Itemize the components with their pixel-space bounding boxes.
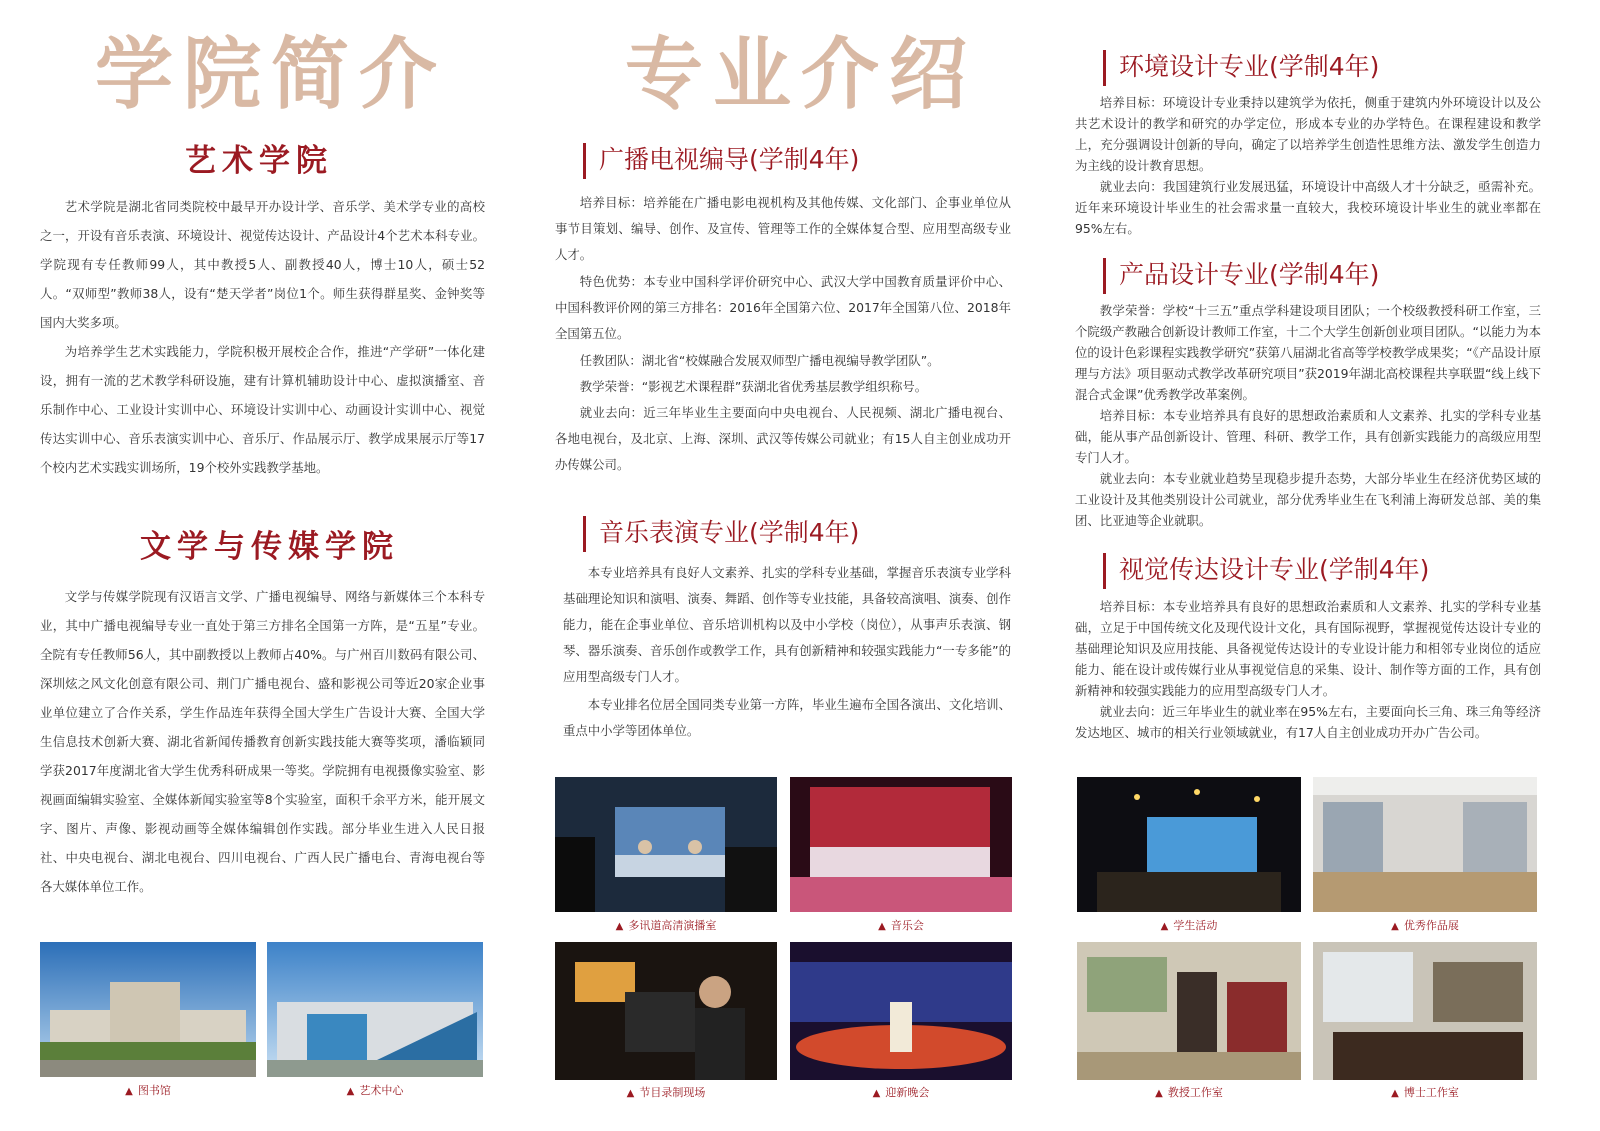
concert-caption: ▲ 音乐会 — [878, 919, 924, 932]
recording-caption: ▲ 节目录制现场 — [626, 1086, 706, 1099]
broadcast-honor-paragraph: 教学荣誉：“影视艺术课程群”获湖北省优秀基层教学组织称号。 — [579, 379, 928, 394]
triangle-icon: ▲ — [1391, 1088, 1399, 1099]
visual-career-paragraph: 就业去向：近三年毕业生的就业率在95%左右，主要面向长三角、珠三角等经济发达地区、城市的相关行业领域就业，有17人自主创业成功开办广告公司。 — [1075, 704, 1541, 740]
triangle-icon: ▲ — [346, 1086, 355, 1097]
professor-studio-photo — [1077, 942, 1301, 1080]
professor-studio-caption: ▲ 教授工作室 — [1155, 1086, 1223, 1099]
triangle-icon: ▲ — [878, 921, 886, 932]
student-activity-photo — [1077, 777, 1301, 912]
art-college-paragraph-2: 为培养学生艺术实践能力，学院积极开展校企合作，推进“产学研”一体化建设，拥有一流的艺术教学科研设施，建有计算机辅助设计中心、虚拟演播室、音乐制作中心、工业设计实训中心、环境设计实训中心、动画设计实训中心、视觉传达实训中心、音乐表演实训中心、音乐厅、作品展示厅、教学成果展示厅等17个校内艺术实践实训场所，19个校外实践教学基地。 — [40, 344, 485, 475]
media-college-paragraph-1: 文学与传媒学院现有汉语言文学、广播电视编导、网络与新媒体三个本科专业，其中广播电视编导专业一直处于第三方排名全国第一方阵，是“五星”专业。全院有专任教师56人，其中副教授以上教师占40%。与广州百川数码有限公司、深圳炫之风文化创意有限公司、荆门广播电视台、盛和影视公司等近20家企业事业单位建立了合作关系，学生作品连年获得全国大学生广告设计大赛、全国大学生信息技术创新大赛、湖北省新闻传播教育创新实践技能大赛等奖项，潘临颖同学获2017年度湖北省大学生优秀科研成果一等奖。学院拥有电视摄像实验室、影视画面编辑实验室、全媒体新闻实验室等8个实验室，面积千余平方米，能开展文字、图片、声像、影视动画等全媒体编辑创作实践。部分毕业生进入人民日报社、中央电视台、湖北电视台、四川电视台、广西人民广播电台、青海电视台等各大媒体单位工作。 — [40, 589, 485, 894]
studio-photo — [555, 777, 777, 912]
product-goal-paragraph: 培养目标：本专业培养具有良好的思想政治素质和人文素养、扎实的学科专业基础，能从事产品创新设计、管理、科研、教学工作，具有创新实践能力的高级应用型专门人才。 — [1075, 408, 1541, 465]
triangle-icon: ▲ — [1155, 1088, 1163, 1099]
recording-photo — [555, 942, 777, 1080]
triangle-icon: ▲ — [1391, 921, 1399, 932]
media-college-title: 文学与传媒学院 — [140, 529, 399, 565]
triangle-icon: ▲ — [125, 1086, 133, 1097]
works-exhibition-photo — [1313, 777, 1537, 912]
works-exhibition-caption: ▲ 优秀作品展 — [1391, 919, 1459, 932]
art-college-paragraph-1: 艺术学院是湖北省同类院校中最早开办设计学、音乐学、美术学专业的高校之一，开设有音乐表演、环境设计、视觉传达设计、产品设计4个艺术本科专业。学院现有专任教师99人，其中教授5人、副教授40人，博士10人，硕士52人。“双师型”教师38人，设有“楚天学者”岗位1个。师生获得群星奖、金钟奖等国内大奖多项。 — [40, 199, 485, 330]
music-ranking-paragraph: 本专业排名位居全国同类专业第一方阵，毕业生遍布全国各演出、文化培训、重点中小学等团体单位。 — [563, 697, 1011, 738]
product-career-paragraph: 就业去向：本专业就业趋势呈现稳步提升态势，大部分毕业生在经济优势区域的工业设计及其他类别设计公司就业，部分优秀毕业生在飞利浦上海研发总部、美的集团、比亚迪等企业就职。 — [1075, 471, 1541, 528]
doctor-studio-caption: ▲ 博士工作室 — [1391, 1086, 1459, 1099]
library-caption: ▲ 图书馆 — [125, 1084, 171, 1097]
triangle-icon: ▲ — [872, 1088, 881, 1099]
music-major-heading: 音乐表演专业(学制4年) — [583, 516, 859, 550]
triangle-icon: ▲ — [615, 921, 624, 932]
product-honor-paragraph: 教学荣誉：学校“十三五”重点学科建设项目团队；一个校级教授科研工作室，三个院级产教融合创新设计教师工作室，十二个大学生创新创业项目团队。“以能力为本位的设计色彩课程实践教学研究”获第八届湖北省高等学校教学成果奖；“《产品设计原理与方法》项目驱动式教学改革研究项目”获2019年湖北高校课程共享联盟“线上线下混合式金课”优秀教学改革案例。 — [1075, 303, 1541, 402]
majors-heading: 专业介绍 — [625, 30, 978, 120]
concert-photo — [790, 777, 1012, 912]
art-center-caption: ▲ 艺术中心 — [346, 1084, 404, 1097]
visual-design-heading: 视觉传达设计专业(学制4年) — [1103, 553, 1429, 587]
art-center-photo — [267, 942, 483, 1077]
student-activity-caption: ▲ 学生活动 — [1160, 919, 1218, 932]
college-intro-heading: 学院简介 — [95, 30, 448, 120]
welcome-gala-caption: ▲ 迎新晚会 — [872, 1086, 930, 1099]
music-description-paragraph: 本专业培养具有良好人文素养、扎实的学科专业基础，掌握音乐表演专业学科基础理论知识和演唱、演奏、舞蹈、创作等专业技能，具备较高演唱、演奏、创作能力，能在企事业单位、音乐培训机构以及中小学校（岗位），从事声乐表演、钢琴、器乐演奏、音乐创作或教学工作，具有创新精神和较强实践能力“一专多能”的应用型高级专门人才。 — [563, 565, 1011, 684]
product-design-heading: 产品设计专业(学制4年) — [1103, 258, 1379, 292]
doctor-studio-photo — [1313, 942, 1537, 1080]
env-design-goal-paragraph: 培养目标：环境设计专业秉持以建筑学为依托，侧重于建筑内外环境设计以及公共艺术设计的教学和研究的办学定位，形成本专业的办学特色。在课程建设和教学上，充分强调设计创新的导向，确定了以培养学生创造性思维方法、激发学生创造力为主线的设计教育思想。 — [1075, 95, 1541, 173]
library-photo — [40, 942, 256, 1077]
triangle-icon: ▲ — [626, 1088, 635, 1099]
broadcast-team-paragraph: 任教团队：湖北省“校媒融合发展双师型广播电视编导教学团队”。 — [579, 353, 940, 368]
env-design-heading: 环境设计专业(学制4年) — [1103, 50, 1379, 84]
broadcast-career-paragraph: 就业去向：近三年毕业生主要面向中央电视台、人民视频、湖北广播电视台、各地电视台，及北京、上海、深圳、武汉等传媒公司就业；有15人自主创业成功开办传媒公司。 — [555, 405, 1011, 472]
broadcast-advantage-paragraph: 特色优势：本专业中国科学评价研究中心、武汉大学中国教育质量评价中心、中国科教评价网的第三方排名：2016年全国第六位、2017年全国第八位、2018年全国第五位。 — [555, 274, 1011, 341]
broadcast-major-heading: 广播电视编导(学制4年) — [583, 143, 859, 177]
broadcast-goal-paragraph: 培养目标：培养能在广播电影电视机构及其他传媒、文化部门、企事业单位从事节目策划、编导、创作、及宣传、管理等工作的全媒体复合型、应用型高级专业人才。 — [555, 195, 1011, 262]
art-college-title: 艺术学院 — [185, 143, 333, 179]
studio-caption: ▲ 多讯道高清演播室 — [615, 919, 717, 932]
env-design-career-paragraph: 就业去向：我国建筑行业发展迅猛，环境设计中高级人才十分缺乏，亟需补充。近年来环境设计毕业生的社会需求量一直较大，我校环境设计毕业生的就业率都在95%左右。 — [1075, 179, 1541, 236]
visual-goal-paragraph: 培养目标：本专业培养具有良好的思想政治素质和人文素养、扎实的学科专业基础，立足于中国传统文化及现代设计文化，具有国际视野，掌握视觉传达设计专业的基础理论知识及应用技能、具备视觉传达设计的专业设计能力和相邻专业岗位的适应能力、能在设计或传媒行业从事视觉信息的采集、设计、制作等方面的工作，具有创新精神和较强实践能力的应用型高级专门人才。 — [1075, 599, 1541, 698]
triangle-icon: ▲ — [1160, 921, 1169, 932]
welcome-gala-photo — [790, 942, 1012, 1080]
